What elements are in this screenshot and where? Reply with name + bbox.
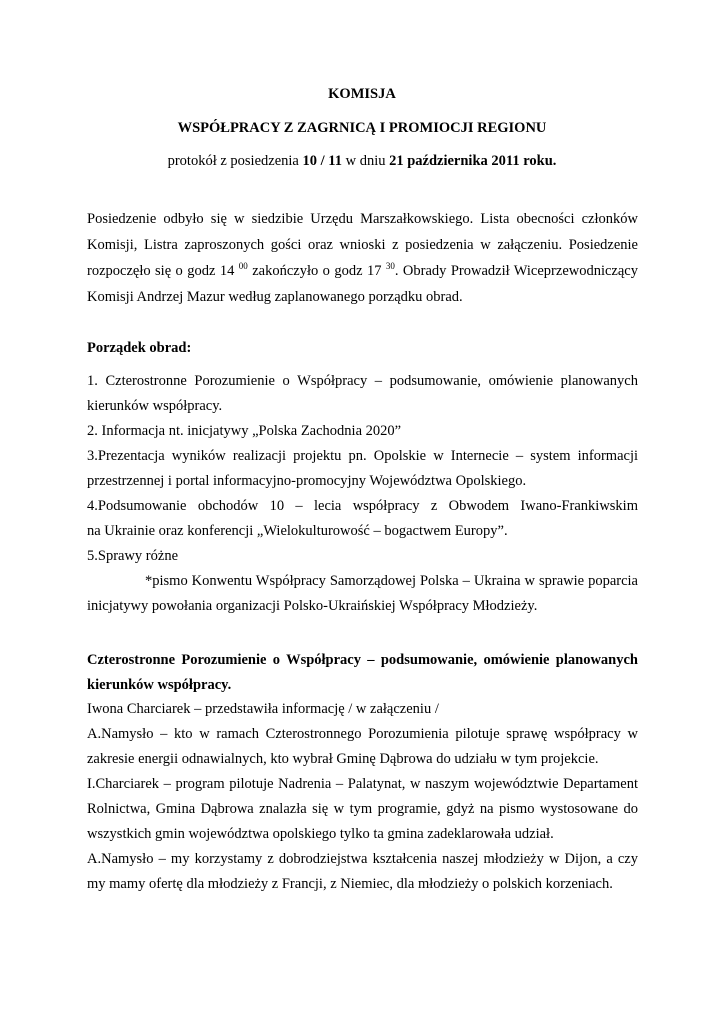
protocol-number: 10 / 11	[302, 153, 342, 169]
minutes-line: I.Charciarek – program pilotuje Nadrenia – Palatynat, w naszym województwie Departament	[87, 776, 638, 792]
agenda-line: na Ukrainie oraz konferencji „Wielokulturowość – bogactwem Europy”.	[87, 523, 508, 539]
protocol-prefix: protokół z posiedzenia	[167, 153, 303, 169]
agenda-line: 4.Podsumowanie obchodów 10 – lecia współpracy z Obwodem Iwano-Frankiwskim	[87, 498, 638, 514]
intro-chair-text: . Obrady Prowadził Wiceprzewodniczący	[394, 263, 638, 279]
agenda-line: przestrzennej i portal informacyjno-promocyjny Województwa Opolskiego.	[87, 473, 527, 489]
document-title: KOMISJA	[328, 86, 396, 102]
minutes-line: Iwona Charciarek – przedstawiła informację / w załączeniu /	[87, 701, 439, 717]
section-heading: Czterostronne Porozumienie o Współpracy – podsumowanie, omówienie planowanych	[87, 652, 638, 668]
start-minutes: 00	[238, 261, 248, 271]
agenda-line: 3.Prezentacja wyników realizacji projektu pn. Opolskie w Internecie – system informacji	[87, 448, 638, 464]
protocol-date: 21 października 2011 roku.	[389, 153, 557, 169]
minutes-line: wszystkich gmin województwa opolskiego tylko ta gmina zadeklarowała udział.	[87, 826, 554, 842]
agenda-line: 2. Informacja nt. inicjatywy „Polska Zachodnia 2020”	[87, 423, 402, 439]
intro-line: Posiedzenie odbyło się w siedzibie Urzędu Marszałkowskiego. Lista obecności członków	[87, 211, 638, 227]
minutes-line: zakresie energii odnawialnych, kto wybrał Gminę Dąbrowa do udziału w tym projekcie.	[87, 751, 599, 767]
intro-line: Komisji, Listra zaproszonych gości oraz wnioski z posiedzenia w załączeniu. Posiedzenie	[87, 237, 638, 253]
intro-end-time-text: zakończyło o godz 17	[247, 263, 386, 279]
committee-name: WSPÓŁPRACY Z ZAGRNICĄ I PROMIOCJI REGIONU	[177, 120, 547, 136]
end-minutes: 30	[385, 261, 395, 271]
agenda-line: *pismo Konwentu Współpracy Samorządowej Polska – Ukraina w sprawie poparcia	[145, 573, 638, 589]
agenda-line: 5.Sprawy różne	[87, 548, 179, 564]
minutes-line: A.Namysło – kto w ramach Czterostronnego Porozumienia pilotuje sprawę współpracy w	[87, 726, 638, 742]
protocol-line	[0, 153, 724, 170]
protocol-mid: w dniu	[341, 153, 390, 169]
minutes-line: my mamy ofertę dla młodzieży z Francji, z Niemiec, dla młodzieży o polskich korzeniach.	[87, 876, 613, 892]
agenda-line: inicjatywy powołania organizacji Polsko-Ukraińskiej Współpracy Młodzieży.	[87, 598, 538, 614]
agenda-line: kierunków współpracy.	[87, 398, 223, 414]
intro-start-time-text: rozpoczęło się o godz 14	[87, 263, 239, 279]
agenda-line: 1. Czterostronne Porozumienie o Współpracy – podsumowanie, omówienie planowanych	[87, 373, 638, 389]
intro-line: Komisji Andrzej Mazur według zaplanowanego porządku obrad.	[87, 289, 463, 305]
agenda-heading: Porządek obrad:	[87, 340, 192, 356]
intro-line	[87, 262, 638, 280]
minutes-line: Rolnictwa, Gmina Dąbrowa znalazła się w tym programie, gdyż na pismo wystosowane do	[87, 801, 638, 817]
section-heading: kierunków współpracy.	[87, 677, 232, 693]
minutes-line: A.Namysło – my korzystamy z dobrodziejstwa kształcenia naszej młodzieży w Dijon, a czy	[87, 851, 638, 867]
